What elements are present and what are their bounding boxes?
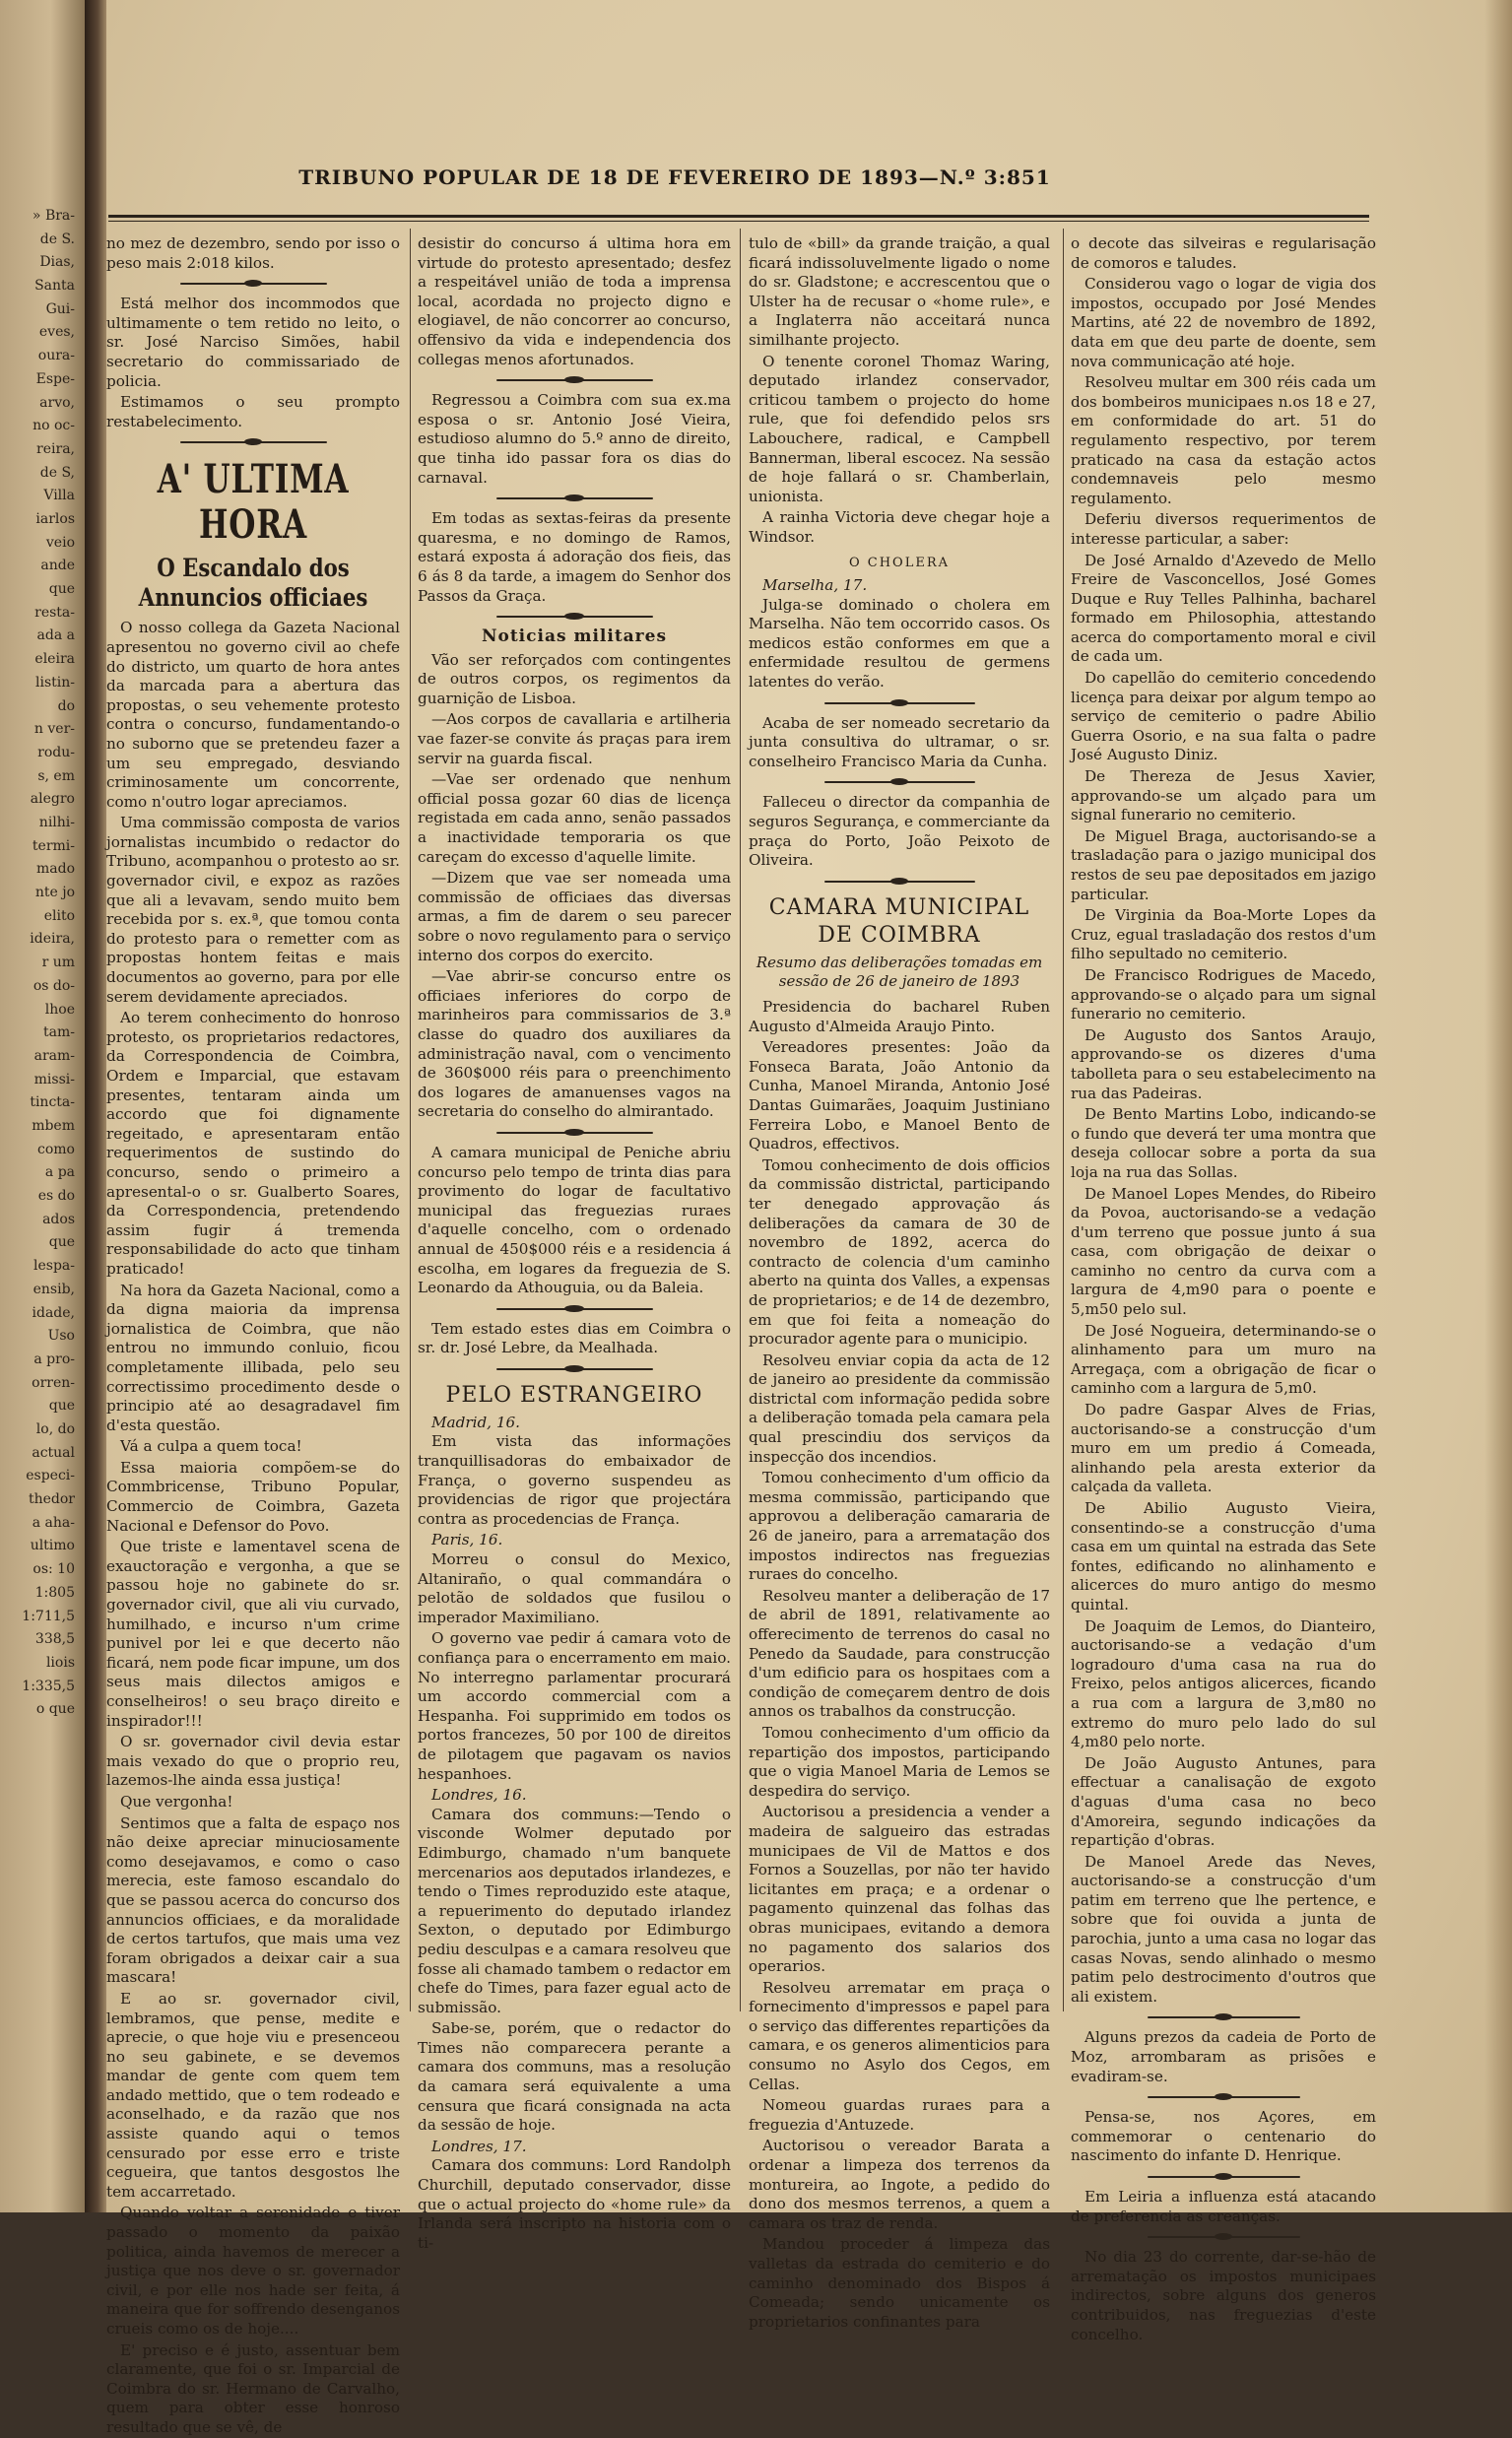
paragraph: O sr. governador civil devia estar mais vexado do que o proprio reu, lazemos-lhe ainda essa justiça!: [106, 1733, 400, 1790]
left-page-text-fragment: ada a: [36, 627, 75, 643]
column-2: [418, 234, 731, 2252]
separator-ornament: [106, 437, 400, 447]
left-page-text-fragment: orren-: [32, 1375, 75, 1391]
left-page-text-fragment: actual: [32, 1445, 75, 1461]
left-page-text-fragment: a pro-: [33, 1351, 75, 1367]
section-heading: CAMARA MUNICIPAL DE COIMBRA: [768, 894, 1030, 948]
separator-ornament: [749, 877, 1050, 887]
left-page-text-fragment: missi-: [33, 1072, 75, 1087]
column-rule: [1063, 229, 1064, 2011]
paragraph: Tomou conhecimento d'um officio da mesma commissão, participando que approvou a deliberação camararia de 26 de janeiro, para a arrematação dos impostos indirectos nas freguezias ruraes do concelho.: [749, 1469, 1050, 1584]
paragraph: De José Nogueira, determinando-se o alinhamento para um muro na Arregaça, com a obrigação de ficar o caminho com a largura de 5,m0.: [1071, 1321, 1376, 1398]
left-page-text-fragment: 1:805: [34, 1585, 75, 1601]
left-page-text-fragment: r um: [41, 955, 75, 970]
paragraph: De Augusto dos Santos Araujo, approvando-se os dizeres d'uma tabolleta para o seu estabelecimento na rua das Padeiras.: [1071, 1025, 1376, 1102]
paragraph: Nomeou guardas ruraes para a freguezia d'Antuzede.: [749, 2096, 1050, 2134]
paragraph: E' preciso e é justo, assentuar bem claramente, que foi o sr. Imparcial de Coimbra do sr. Hermano de Carvalho, quem para obter esse honroso resultado que se vê, de: [106, 2340, 400, 2436]
paragraph: Tomou conhecimento d'um officio da repartição dos impostos, participando que o vigia Manoel Maria de Lemos se despedira do serviço.: [749, 1723, 1050, 1800]
separator-ornament: [106, 279, 400, 289]
separator-ornament: [418, 1364, 731, 1374]
dateline: Londres, 17.: [431, 2137, 527, 2155]
paragraph: Sabe-se, porém, que o redactor do Times não comparecera perante a camara dos communs, mas a resolução da camara será equivalente a uma censura que ficará consignada na acta da sessão de hoje.: [418, 2019, 731, 2135]
paragraph: Do capellão do cemiterio concedendo licença para deixar por algum tempo ao serviço de cemiterio o padre Abilio Guerra Osorio, e na sua falta o padre José Augusto Diniz.: [1071, 669, 1376, 764]
paragraph: Resolveu enviar copia da acta de 12 de janeiro ao presidente da commissão districtal com informação pedida sobre a deliberação tomada pela camara pela qual prescindiu dos serviços da inspecção dos incendios.: [749, 1351, 1050, 1466]
paragraph: Resolveu multar em 300 réis cada um dos bombeiros municipaes n.os 18 e 27, em conformidade do art. 51 do regulamento respectivo, por terem praticado na casa da estação actos condemnaveis pelo mesmo regulamento.: [1071, 373, 1376, 507]
paragraph: Essa maioria compõem-se do Commbricense, Tribuno Popular, Commercio de Coimbra, Gazeta Nacional e Defensor do Povo.: [106, 1458, 400, 1535]
left-page-text-fragment: que: [48, 581, 75, 597]
paragraph: —Vae abrir-se concurso entre os officiaes inferiores do corpo de marinheiros para commissarios de 3.ª classe do quadro dos auxiliares da administração naval, com o vencimento de 360$000 réis para o preenchimento dos logares de amanuenses vagos na secretaria do conselho do almirantado.: [418, 967, 731, 1121]
column-rule: [740, 229, 741, 2011]
paragraph: Que vergonha!: [120, 1792, 233, 1811]
paragraph: De Manoel Lopes Mendes, do Ribeiro da Povoa, auctorisando-se a vedação d'um terreno que possue junto á sua casa, com obrigação de deixar o caminho no centro da curva com a largura de 4,m90 para o poente e 5,m50 pelo sul.: [1071, 1184, 1376, 1319]
separator-ornament: [749, 777, 1050, 787]
left-page-text-fragment: termi-: [32, 838, 75, 854]
column-3: [749, 234, 1050, 2331]
left-page-text-fragment: os: 10: [33, 1561, 75, 1577]
left-page-text-fragment: Dias,: [39, 254, 75, 270]
separator-ornament: [1071, 2092, 1376, 2102]
paragraph: O nosso collega da Gazeta Nacional apresentou no governo civil ao chefe do districto, um quarto de hora antes da marcada para a abertura das propostas, o seu vehemente protesto contra o concurso, fundamentando-o no suborno que se pretendeu fazer a um seu empregado, desviando criminosamente um concorrente, como n'outro logar apreciamos.: [106, 619, 400, 811]
paragraph: Resolveu manter a deliberação de 17 de abril de 1891, relativamente ao offerecimento de terrenos do casal no Penedo da Saudade, para construcção d'um edificio para os hospitaes com a condição de começarem dentro de dois annos os trabalhos da construcção.: [749, 1586, 1050, 1721]
paragraph: Sentimos que a falta de espaço nos não deixe apreciar minuciosamente como desejavamos, e como o caso merecia, este famoso escandalo do que se passou acerca do concurso dos annuncios officiaes, e da moralidade de certos tartufos, que mais uma vez foram obrigados a deixar cair a sua mascara!: [106, 1813, 400, 1987]
paragraph: —Aos corpos de cavallaria e artilheria vae fazer-se convite ás praças para irem servir na guarda fiscal.: [418, 710, 731, 767]
separator-ornament: [1071, 2012, 1376, 2022]
header-rule-thin: [108, 221, 1369, 222]
paragraph: Resolveu arrematar em praça o fornecimento d'impressos e papel para o serviço das differentes repartições da camara, e os generos alimenticios para consumo no Asylo dos Cegos, em Cellas.: [749, 1978, 1050, 2093]
dateline: Londres, 16.: [431, 1786, 527, 1805]
paragraph: Quando voltar a serenidade e tiver passado o momento da paixão politica, ainda havemos de merecer a justiça que nos deve o sr. governador civil, e por elle nos hade ser feita, á maneira que for soffrendo desenganos crueis como os de hoje....: [106, 2204, 400, 2338]
subheadline: O Escandalo dos Annuncios officiaes: [138, 554, 368, 613]
paragraph: Em vista das informações tranquillisadoras do embaixador de França, o governo suspendeu as providencias de rigor que projectára contra as procedencias de França.: [418, 1432, 731, 1528]
paragraph: Julga-se dominado o cholera em Marselha. Não tem occorrido casos. Os medicos estão conformes em que a enfermidade resultou de germens latentes do verão.: [749, 595, 1050, 692]
paragraph: De Miguel Braga, auctorisando-se a trasladação para o jazigo municipal dos restos de seu pae depositados em jazigo particular.: [1071, 826, 1377, 903]
section-subtitle: Resumo das deliberações tomadas em sessão de 26 de janeiro de 1893: [756, 953, 1043, 991]
left-page-text-fragment: do: [57, 698, 75, 714]
left-page-text-fragment: Villa: [43, 488, 75, 503]
left-page-text-fragment: 1:711,5: [22, 1609, 75, 1624]
left-page-text-fragment: reira,: [36, 441, 75, 457]
left-page-text-fragment: o que: [35, 1701, 75, 1717]
paragraph: Pensa-se, nos Açores, em commemorar o centenario do nascimento do infante D. Henrique.: [1071, 2108, 1376, 2165]
left-page-text-fragment: es do: [37, 1188, 75, 1204]
left-page-text-fragment: Espe-: [35, 371, 75, 387]
paragraph: Falleceu o director da companhia de seguros Segurança, e commerciante da praça do Porto, João Peixoto de Oliveira.: [749, 793, 1050, 870]
left-page-text-fragment: a aha-: [32, 1515, 75, 1531]
separator-ornament: [418, 494, 731, 503]
paragraph: Auctorisou o vereador Barata a ordenar a limpeza dos terrenos da montureira, ao Ingote, a pedido do dono dos mesmos terrenos, a quem a camara os traz de renda.: [749, 2137, 1050, 2232]
separator-ornament: [1071, 2232, 1376, 2242]
column-rule: [410, 229, 411, 2011]
left-page-text-fragment: eleira: [34, 651, 75, 667]
left-page-text-fragment: idade,: [32, 1305, 75, 1321]
paragraph: De José Arnaldo d'Azevedo de Mello Freire de Vasconcellos, José Gomes Duque e Ruy Telles Palhinha, bacharel formado em Philosophia, attestando acerca do comportamento moral e civil de cada um.: [1071, 551, 1376, 666]
paragraph: A rainha Victoria deve chegar hoje a Windsor.: [749, 508, 1050, 546]
left-page-text-fragment: » Bra-: [32, 208, 75, 224]
paragraph: Do padre Gaspar Alves de Frias, auctorisando-se a construcção d'um muro em um predio á Comeada, alinhando pela aresta exterior da calçada da valleta.: [1071, 1401, 1376, 1496]
paragraph: Tomou conhecimento de dois officios da commissão districtal, participando ter denegado approvação ás deliberações da camara de 30 de novembro de 1892, acerca do contracto de colencia d'um caminho aberto na quinta dos Valles, a expensas de proprietarios; e de 14 de dezembro, em que foi feita a nomeação do procurador agente para o municipio.: [749, 1155, 1050, 1349]
dateline: Marselha, 17.: [762, 576, 868, 595]
left-page-text-fragment: resta-: [34, 605, 75, 621]
paragraph: Considerou vago o logar de vigia dos impostos, occupado por José Mendes Martins, até 22 de novembro de 1892, data em que deu parte de doente, sem nova communicação até hoje.: [1071, 275, 1376, 370]
section-heading: PELO ESTRANGEIRO: [445, 1382, 703, 1408]
left-page-text-fragment: lespa-: [33, 1258, 75, 1274]
paragraph: Estimamos o seu prompto restabelecimento.: [106, 393, 400, 430]
paragraph: Ao terem conhecimento do honroso protesto, os proprietarios redactores, da Correspondencia de Coimbra, Ordem e Imparcial, que estavam presentes, tentaram ainda um accordo que foi dignamente regeitado, e apresentaram então requerimentos de sustindo do concurso, sendo o primeiro a apresental-o o sr. Gualberto Soares, da Correspondencia, pretendendo assim fugir á tremenda responsabilidade do acto que tinham praticado!: [106, 1009, 400, 1278]
left-page-text-fragment: no oc-: [33, 418, 75, 433]
paragraph: tulo de «bill» da grande traição, a qual ficará indissoluvelmente ligado o nome do sr. Gladstone; e accrescentou que o Ulster ha de recusar o «home rule», e a Inglaterra não acceitará nunca similhante projecto.: [749, 234, 1050, 349]
left-page-text-fragment: mado: [35, 861, 75, 877]
paragraph: —Dizem que vae ser nomeada uma commissão de officiaes das diversas armas, a fim de darem o seu parecer sobre o novo regulamento para o serviço interno dos corpos do exercito.: [418, 869, 731, 964]
paragraph: Auctorisou a presidencia a vender a madeira de salgueiro das estradas municipaes de Vil de Mattos e dos Fornos a Souzellas, por não ter havido licitantes em praça; e a ordenar o pagamento quinzenal das folhas das obras municipaes, evitando a demora no pagamento dos salarios dos operarios.: [749, 1803, 1050, 1976]
paragraph: no mez de dezembro, sendo por isso o peso mais 2:018 kilos.: [106, 234, 400, 272]
paragraph: De Abilio Augusto Vieira, consentindo-se a construcção d'uma casa em um quintal na estrada das Sete fontes, edificando no alinhamento e alicerces do muro antigo do mesmo quintal.: [1071, 1499, 1376, 1614]
dateline: Madrid, 16.: [431, 1413, 520, 1431]
section-heading: Noticias militares: [481, 626, 668, 647]
paragraph: Em Leiria a influenza está atacando de preferencia as creanças.: [1071, 2188, 1376, 2225]
paragraph: A camara municipal de Peniche abriu concurso pelo tempo de trinta dias para provimento do logar de facultativo municipal das freguezias ruraes d'aquelle concelho, com o ordenado annual de 450$000 réis e a residencia á escolha, em logares da freguezia de S. Leonardo da Athouguia, ou da Baleia.: [418, 1143, 731, 1297]
paragraph: Regressou a Coimbra com sua ex.ma esposa o sr. Antonio José Vieira, estudioso alumno do 5.º anno de direito, que tinha ido passar fora os dias do carnaval.: [418, 391, 731, 487]
left-page-text-fragment: os do-: [33, 978, 75, 994]
paragraph: Vá a culpa a quem toca!: [120, 1437, 302, 1456]
left-page-text-fragment: de S,: [39, 465, 75, 481]
left-page-text-fragment: ideira,: [30, 931, 75, 947]
left-page-text-fragment: eves,: [38, 324, 75, 340]
paragraph: Morreu o consul do Mexico, Altaniraño, o qual commandára o pelotão de soldados que fusilou o imperador Maximiliano.: [418, 1550, 731, 1626]
paragraph: Deferiu diversos requerimentos de interesse particular, a saber:: [1071, 510, 1376, 548]
left-page-text-fragment: n ver-: [33, 721, 75, 737]
paragraph: De Joaquim de Lemos, do Dianteiro, auctorisando-se a vedação d'um logradouro d'uma casa na rua do Freixo, pelos antigos alicerces, ficando a rua com a largura de 3,m80 no extremo do muro pelo lado do sul 4,m80 pelo norte.: [1071, 1616, 1376, 1751]
left-page-text-fragment: ados: [42, 1212, 75, 1227]
left-page-text-fragment: tincta-: [30, 1094, 75, 1110]
left-page-text-fragment: nte jo: [34, 885, 75, 900]
page-header: TRIBUNO POPULAR DE 18 DE FEVEREIRO DE 1893—N.º 3:851: [298, 165, 1051, 189]
paragraph: Está melhor dos incommodos que ultimamente o tem retido no leito, o sr. José Narciso Simões, habil secretario do commissariado de policia.: [106, 295, 400, 390]
left-page-text-fragment: s, em: [37, 768, 75, 784]
paragraph: Vão ser reforçados com contingentes de outros corpos, os regimentos da guarnição de Lisboa.: [418, 650, 731, 707]
left-page-text-fragment: que: [48, 1398, 75, 1414]
left-page-text-fragment: aram-: [33, 1048, 75, 1064]
left-page-text-fragment: listin-: [35, 675, 75, 691]
paragraph: De Thereza de Jesus Xavier, approvando-se um alçado para um signal funerario no cemiterio.: [1071, 767, 1376, 824]
column-1: [106, 234, 400, 2436]
left-page-text-fragment: como: [37, 1142, 75, 1157]
paragraph: O tenente coronel Thomaz Waring, deputado irlandez conservador, criticou tambem o projecto do home rule, que foi defendido pelos srs Labouchere, radical, e Campbell Bannerman, liberal escocez. Na sessão de hoje fallará o sr. Chamberlain, unionista.: [749, 352, 1050, 505]
separator-ornament: [418, 375, 731, 385]
paragraph: De Francisco Rodrigues de Macedo, approvando-se o alçado para um signal funerario no cemiterio.: [1071, 965, 1376, 1023]
left-page-text-fragment: nilhi-: [38, 815, 75, 830]
section-heading: O CHOLERA: [848, 555, 951, 570]
book-gutter: [85, 0, 106, 2212]
paragraph: De João Augusto Antunes, para effectuar a canalisação de exgoto d'aguas d'uma casa no beco d'Amoreira, segundo indicações da repartição d'obras.: [1071, 1753, 1376, 1850]
paragraph: —Vae ser ordenado que nenhum official possa gozar 60 dias de licença registada em cada anno, senão passados a inactividade temporaria os que careçam do excesso d'aquelle limite.: [418, 770, 731, 866]
left-page-text-fragment: ande: [40, 558, 75, 573]
page-edge-shadow: [1484, 0, 1512, 2212]
left-page-text-fragment: liois: [45, 1655, 75, 1671]
separator-ornament: [418, 612, 731, 622]
paragraph: o decote das silveiras e regularisação de comoros e taludes.: [1071, 234, 1376, 272]
headline: A' ULTIMA HORA: [157, 456, 350, 549]
left-page-text-fragment: iarlos: [35, 511, 75, 527]
left-page-text-fragment: a pa: [44, 1164, 75, 1180]
left-page-text-fragment: rodu-: [37, 745, 75, 760]
left-page-text-fragment: 338,5: [34, 1631, 75, 1647]
paragraph: Na hora da Gazeta Nacional, como a da digna maioria da imprensa jornalistica de Coimbra, que não entrou no immundo conluio, ficou completamente illibada, pelo seu correctissimo procedimento desde o principio até ao desagradavel fim d'esta questão.: [106, 1281, 400, 1434]
paragraph: Presidencia do bacharel Ruben Augusto d'Almeida Araujo Pinto.: [749, 998, 1050, 1035]
paragraph: desistir do concurso á ultima hora em virtude do protesto apresentado; desfez a respeitável união de toda a imprensa local, acordada no projecto digno e elogiavel, de não concorrer ao concurso, offensivo da vida e independencia dos collegas menos afortunados.: [418, 234, 731, 368]
left-page-text-fragment: Santa: [34, 278, 75, 294]
paragraph: Acaba de ser nomeado secretario da junta consultiva do ultramar, o sr. conselheiro Francisco Maria da Cunha.: [749, 713, 1050, 770]
paragraph: De Manoel Arede das Neves, auctorisando-se a construcção d'um patim em terreno que lhe pertence, e sobre que foi ouvida a junta de parochia, junto a uma casa no logar das casas Novas, sendo alinhado o mesmo patim pelo destrocimento d'outros que ali existem.: [1071, 1852, 1376, 2006]
left-page-text-fragment: de S.: [39, 231, 75, 247]
left-page-text-fragment: oura-: [37, 348, 75, 363]
left-page-text-fragment: arvo,: [39, 395, 75, 411]
paragraph: Uma commissão composta de varios jornalistas incumbido o redactor do Tribuno, acompanhou o protesto ao sr. governador civil, e expoz as razões que ali a levavam, sendo muito bem recebida por s. ex.ª, que tomou conta do protesto para o remetter com as propostas hontem feitas e mais documentos ao governo, para por elle serem devidamente apreciados.: [106, 814, 400, 1006]
left-page-text-fragment: 1:335,5: [22, 1679, 75, 1694]
left-page-text-fragment: lhoe: [44, 1002, 75, 1018]
left-page-text-fragment: tam-: [43, 1024, 75, 1040]
separator-ornament: [1071, 2172, 1376, 2182]
left-page-text-fragment: ensib,: [33, 1282, 75, 1297]
paragraph: Que triste e lamentavel scena de exauctoração e vergonha, a que se passou hoje no gabinete do sr. governador civil, que ali viu curvado, humilhado, e incurso n'um crime punivel por lei e que decerto não ficará, nem pode ficar impune, um dos seus mais dilectos amigos e conselheiros! o seu braço direito e inspirador!!!: [106, 1538, 400, 1730]
paragraph: E ao sr. governador civil, lembramos, que pense, medite e aprecie, o que hoje viu e presenceou no seu gabinete, e se devemos mandar de gente com quem tem andado mettido, que o tem rodeado e aconselhado, e da razão que nos assiste quando aqui o temos censurado por esse erro e triste cegueira, que tantos desgostos lhe tem accarretado.: [106, 1989, 400, 2201]
paragraph: No dia 23 do corrente, dar-se-hão de arrematação os impostos municipaes indirectos, sobre alguns dos generos contribuidos, nas freguezias d'este concelho.: [1071, 2248, 1376, 2343]
paragraph: De Virginia da Boa-Morte Lopes da Cruz, egual trasladação dos restos d'um filho sepultado no cemiterio.: [1071, 906, 1376, 963]
left-page-text-fragment: mbem: [32, 1118, 75, 1134]
left-page-text-fragment: alegro: [30, 791, 75, 807]
paragraph: De Bento Martins Lobo, indicando-se o fundo que deverá ter uma montra que deseja collocar sobre a porta da sua loja na rua das Sollas.: [1071, 1105, 1376, 1181]
dateline: Paris, 16.: [431, 1531, 503, 1549]
left-page-text-fragment: Gui-: [45, 301, 75, 317]
paragraph: Camara dos communs: Lord Randolph Churchill, deputado conservador, disse que o actual projecto do «home rule» da Irlanda será inscripto na historia com o ti-: [418, 2156, 731, 2252]
paragraph: Vereadores presentes: João da Fonseca Barata, João Antonio da Cunha, Manoel Miranda, Antonio José Dantas Guimarães, Joaquim Justiniano Ferreira Lobo, e Manoel Bento de Quadros, effectivos.: [749, 1038, 1050, 1153]
separator-ornament: [418, 1128, 731, 1138]
paragraph: Em todas as sextas-feiras da presente quaresma, e no domingo de Ramos, estará exposta á adoração dos fieis, das 6 ás 8 da tarde, a imagem do Senhor dos Passos da Graça.: [418, 509, 731, 605]
paragraph: Camara dos communs:—Tendo o visconde Wolmer deputado por Edimburgo, chamado n'um banquete mercenarios aos deputados irlandezes, e tendo o Times reproduzido este ataque, a repuerimento do deputado irlandez Sexton, o deputado por Edimburgo pediu desculpas e a camara resolveu que fosse ali chamado tambem o redactor em chefe do Times, para fazer egual acto de submissão.: [418, 1805, 731, 2016]
left-page-text-fragment: thedor: [28, 1491, 75, 1507]
paragraph: Mandou proceder á limpeza das valletas da estrada do cemiterio e do caminho denominado dos Bispos á Comeada; sendo unicamente os proprietarios confinantes para: [749, 2235, 1050, 2331]
left-page-text-fragment: ultimo: [30, 1538, 75, 1553]
left-page-text-fragment: especi-: [26, 1468, 75, 1483]
left-page-text-fragment: veio: [45, 535, 75, 551]
separator-ornament: [418, 1304, 731, 1314]
column-4: [1071, 234, 1377, 2343]
header-rule: [108, 215, 1369, 218]
left-page-edge: [0, 0, 85, 2212]
left-page-text-fragment: Uso: [47, 1328, 75, 1344]
left-page-text-fragment: que: [48, 1234, 75, 1250]
left-page-text-fragment: lo, do: [35, 1421, 75, 1437]
paragraph: O governo vae pedir á camara voto de confiança para o encerramento em maio. No interregno parlamentar procurará um accordo commercial com a Hespanha. Foi supprimido em todos os portos francezes, 50 por 100 de direitos de pilotagem que pagavam os navios hespanhoes.: [418, 1629, 731, 1783]
paragraph: Alguns prezos da cadeia de Porto de Moz, arrombaram as prisões e evadiram-se.: [1071, 2028, 1376, 2085]
left-page-text-fragment: elito: [43, 908, 75, 924]
paragraph: Tem estado estes dias em Coimbra o sr. dr. José Lebre, da Mealhada.: [418, 1319, 731, 1357]
separator-ornament: [749, 698, 1050, 708]
